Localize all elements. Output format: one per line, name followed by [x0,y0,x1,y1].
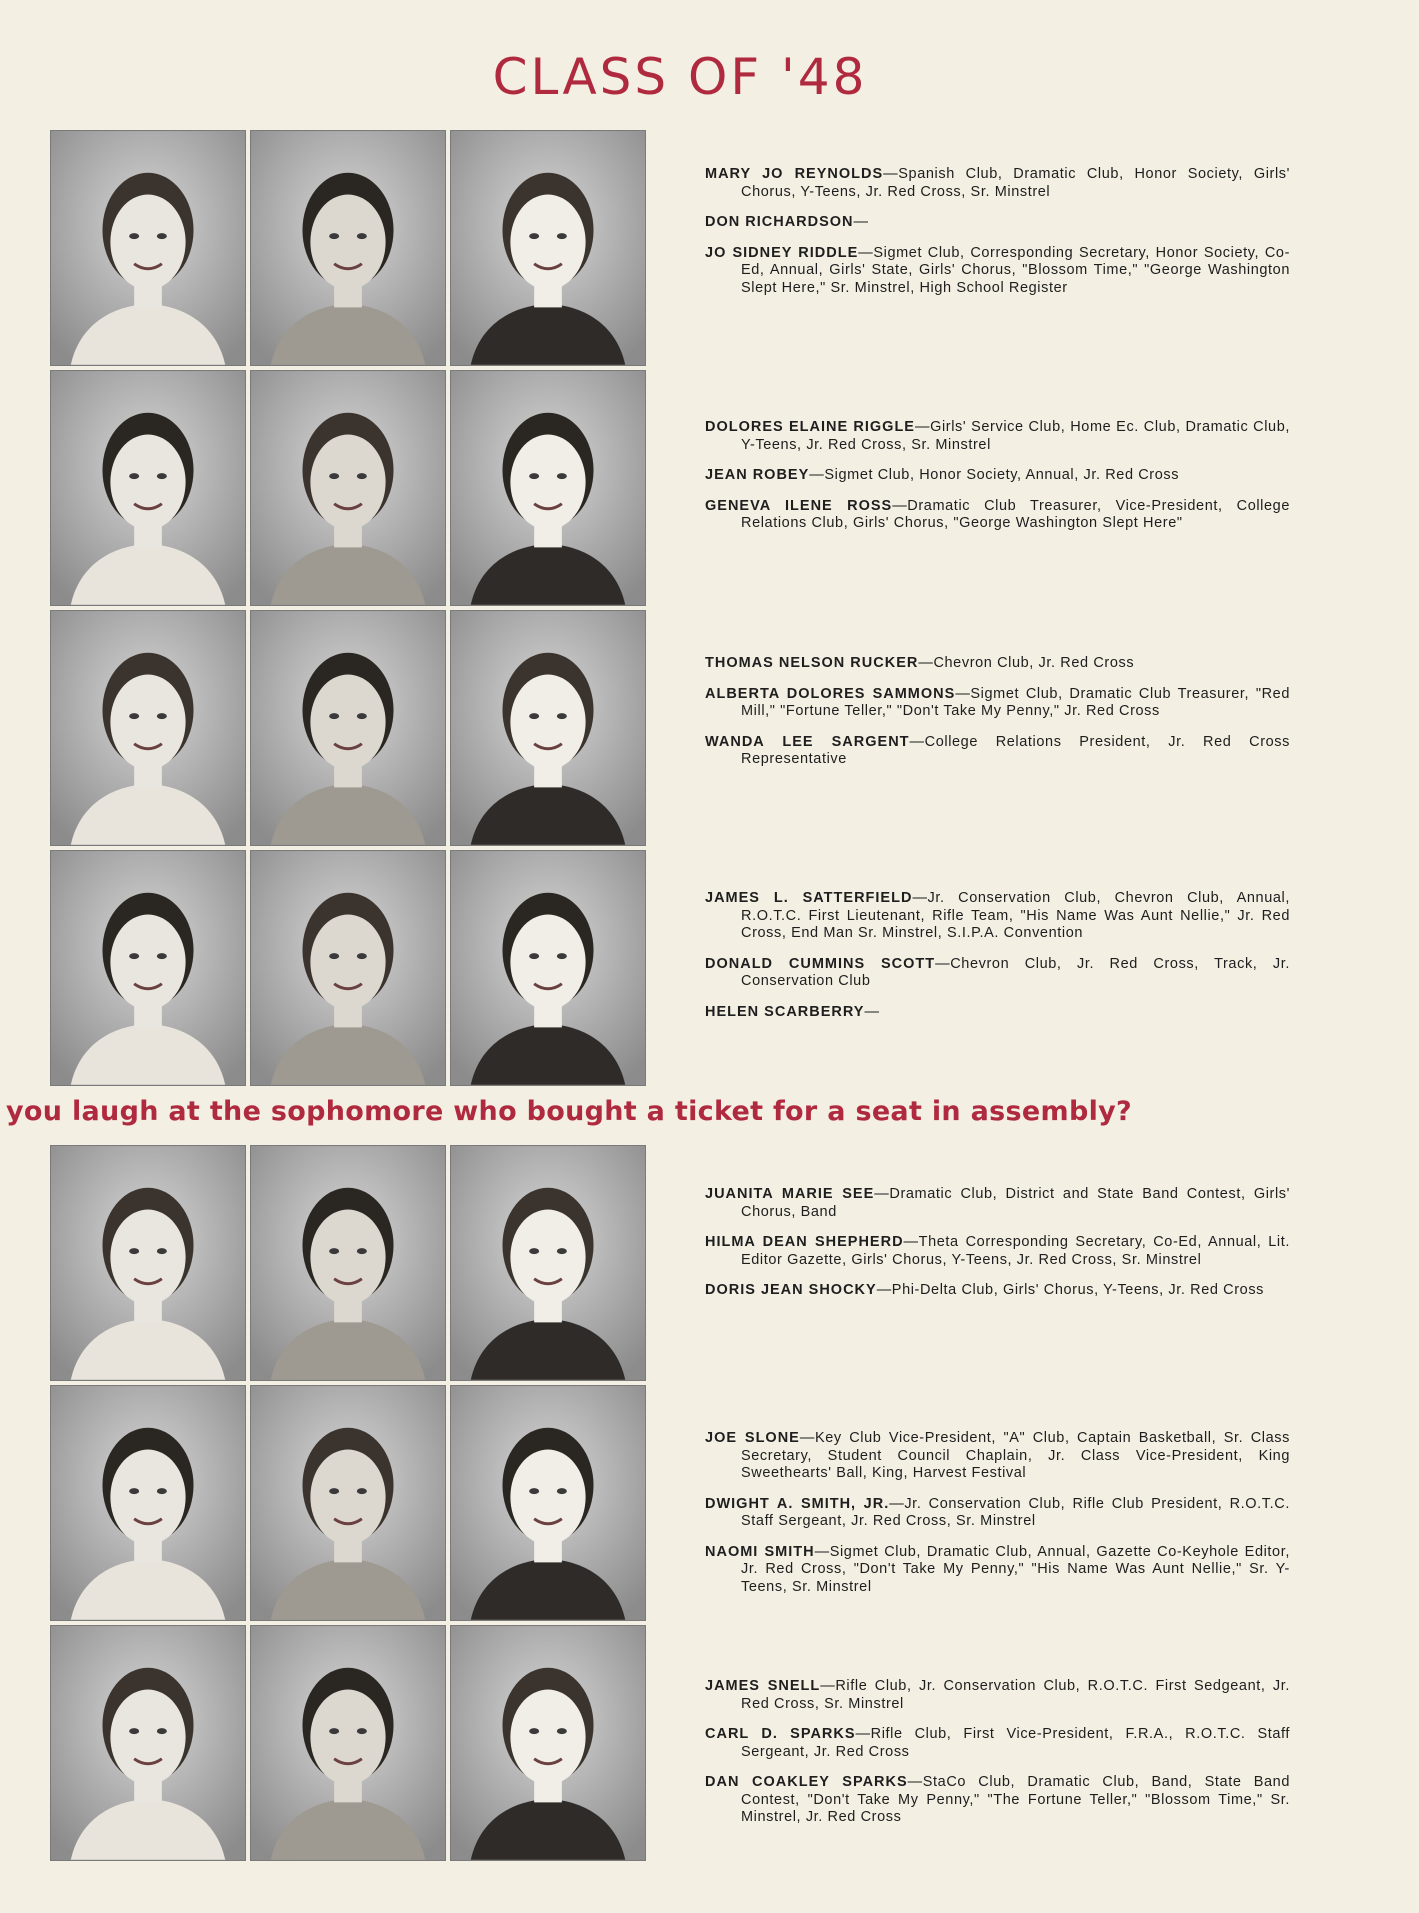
student-entry [705,166,1290,201]
student-name: DOLORES ELAINE RIGGLE [705,419,915,435]
student-activities: —StaCo Club, Dramatic Club, Band, State Band Contest, "Don't Take My Penny," "The Fortune Teller," "Blossom Time," Sr. Minstrel, Jr. Red Cross [741,1774,1290,1825]
student-entry [705,1004,1290,1022]
student-portrait [250,610,446,846]
student-activities: —Jr. Conservation Club, Chevron Club, Annual, R.O.T.C. First Lieutenant, Rifle Team, "His Name Was Aunt Nellie," Jr. Red Cross, End Man Sr. Minstrel, S.I.P.A. Convention [741,890,1290,941]
student-activities: —Sigmet Club, Corresponding Secretary, Honor Society, Co-Ed, Annual, Girls' State, Girls' Chorus, "Blossom Time," "George Washington Slept Here," Sr. Minstrel, High School Register [741,244,1290,296]
student-activities: — [864,1003,880,1020]
student-activities: —College Relations President, Jr. Red Cross Representative [741,733,1290,767]
entry-group [705,1678,1290,1840]
student-name: JEAN ROBEY [705,467,810,483]
student-entry [705,1774,1290,1827]
student-name: DON RICHARDSON [705,214,854,230]
student-entry [705,467,1290,485]
photo-row [50,1625,646,1861]
student-name: WANDA LEE SARGENT [705,733,910,750]
student-activities: —Sigmet Club, Honor Society, Annual, Jr. Red Cross [809,467,1180,483]
student-portrait [50,130,246,366]
student-entry [705,1678,1290,1713]
entry-group [705,1186,1290,1313]
student-portrait [450,850,646,1086]
student-portrait [250,1145,446,1381]
student-entry [705,1430,1290,1483]
student-name: THOMAS NELSON RUCKER [705,655,919,671]
page-title: CLASS OF '48 [492,48,868,106]
student-activities: —Chevron Club, Jr. Red Cross, Track, Jr. Conservation Club [741,955,1290,989]
student-entry [705,1544,1290,1597]
photo-row [50,130,646,366]
photo-row [50,1145,646,1381]
student-entry [705,1186,1290,1221]
student-activities: —Girls' Service Club, Home Ec. Club, Dramatic Club, Y-Teens, Jr. Red Cross, Sr. Minstrel [741,419,1291,453]
student-portrait [50,850,246,1086]
photo-row [50,370,646,606]
student-name: GENEVA ILENE ROSS [705,497,893,514]
student-activities: —Jr. Conservation Club, Rifle Club President, R.O.T.C. Staff Sergeant, Jr. Red Cross, Sr. Minstrel [741,1495,1290,1529]
photo-row [50,610,646,846]
student-activities: —Key Club Vice-President, "A" Club, Captain Basketball, Sr. Class Secretary, Student Council Chaplain, Jr. Class Vice-President, King Sweethearts' Ball, King, Harvest Festival [741,1430,1290,1481]
student-portrait [250,1385,446,1621]
student-activities: —Rifle Club, First Vice-President, F.R.A., R.O.T.C. Staff Sergeant, Jr. Red Cross [741,1726,1291,1760]
student-entry [705,419,1290,454]
student-portrait [50,1145,246,1381]
student-activities: —Phi-Delta Club, Girls' Chorus, Y-Teens, Jr. Red Cross [876,1282,1265,1298]
student-portrait [50,1625,246,1861]
student-entry [705,956,1290,991]
student-portrait [450,130,646,366]
entry-group [705,655,1290,782]
student-activities: —Chevron Club, Jr. Red Cross [918,655,1135,671]
student-activities: —Dramatic Club, District and State Band Contest, Girls' Chorus, Band [741,1186,1291,1220]
entry-group [705,166,1290,310]
student-entry [705,214,1290,232]
student-portrait [250,370,446,606]
tagline: you laugh at the sophomore who bought a ticket for a seat in assembly? [6,1096,1132,1127]
student-entry [705,734,1290,769]
student-activities: —Sigmet Club, Dramatic Club Treasurer, "Red Mill," "Fortune Teller," "Don't Take My Penny," Jr. Red Cross [741,685,1290,719]
student-name: DAN COAKLEY SPARKS [705,1774,908,1790]
student-name: JO SIDNEY RIDDLE [705,244,859,261]
student-name: ALBERTA DOLORES SAMMONS [705,685,956,702]
student-portrait [450,1385,646,1621]
student-name: JOE SLONE [705,1430,800,1446]
student-entry [705,245,1290,298]
student-name: HELEN SCARBERRY [705,1003,865,1020]
student-portrait [450,610,646,846]
student-portrait [450,1145,646,1381]
student-activities: — [853,214,869,230]
student-portrait [50,610,246,846]
photo-row [50,1385,646,1621]
photo-grid-upper [50,130,646,1090]
entry-group [705,1430,1290,1609]
student-entry [705,686,1290,721]
student-portrait [50,370,246,606]
photo-grid-lower [50,1145,646,1865]
student-activities: —Sigmet Club, Dramatic Club, Annual, Gazette Co-Keyhole Editor, Jr. Red Cross, "Don't Take My Penny," "His Name Was Aunt Nellie," Sr. Y-Teens, Sr. Minstrel [741,1543,1290,1595]
student-name: DONALD CUMMINS SCOTT [705,955,936,972]
student-name: JAMES SNELL [705,1678,821,1694]
student-entry [705,498,1290,533]
student-portrait [250,850,446,1086]
student-name: HILMA DEAN SHEPHERD [705,1234,904,1250]
student-name: CARL D. SPARKS [705,1726,856,1742]
student-entry [705,1282,1290,1300]
student-portrait [250,1625,446,1861]
student-portrait [450,1625,646,1861]
student-entry [705,1234,1290,1269]
student-activities: —Dramatic Club Treasurer, Vice-President, College Relations Club, Girls' Chorus, "George Washington Slept Here" [741,497,1290,531]
photo-row [50,850,646,1086]
entry-group [705,419,1290,546]
student-name: JAMES L. SATTERFIELD [705,890,913,906]
student-entry [705,1726,1290,1761]
entry-group [705,890,1290,1034]
student-entry [705,890,1290,943]
student-portrait [250,130,446,366]
student-name: DORIS JEAN SHOCKY [705,1282,877,1298]
student-portrait [50,1385,246,1621]
student-entry [705,1496,1290,1531]
student-name: JUANITA MARIE SEE [705,1186,875,1202]
student-activities: —Spanish Club, Dramatic Club, Honor Society, Girls' Chorus, Y-Teens, Jr. Red Cross, Sr. Minstrel [741,166,1290,200]
student-activities: —Rifle Club, Jr. Conservation Club, R.O.T.C. First Sedgeant, Jr. Red Cross, Sr. Minstrel [741,1678,1290,1712]
student-name: NAOMI SMITH [705,1543,815,1560]
student-name: MARY JO REYNOLDS [705,166,884,182]
student-activities: —Theta Corresponding Secretary, Co-Ed, Annual, Lit. Editor Gazette, Girls' Chorus, Y-Teens, Jr. Red Cross, Sr. Minstrel [741,1234,1290,1268]
student-entry [705,655,1290,673]
student-portrait [450,370,646,606]
student-name: DWIGHT A. SMITH, JR. [705,1495,890,1512]
